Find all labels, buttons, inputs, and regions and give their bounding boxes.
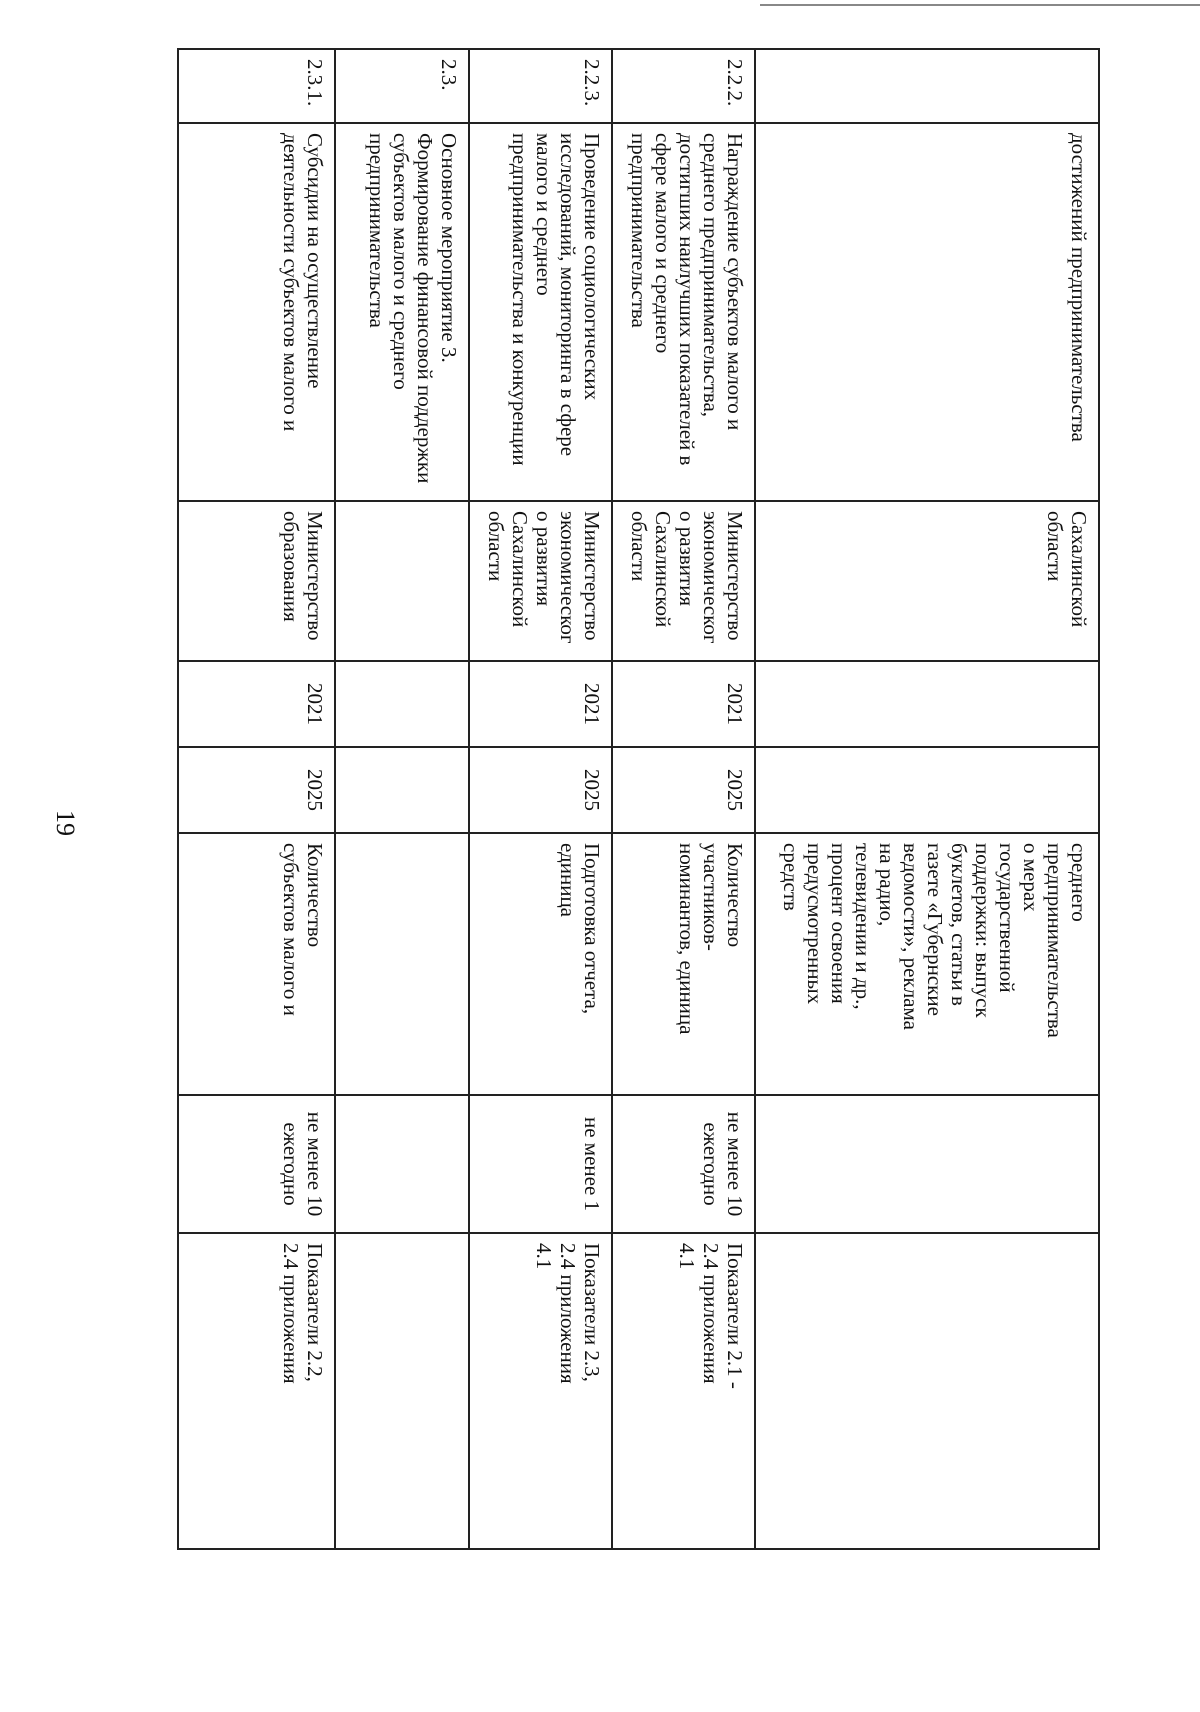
start-year-cell (469, 661, 612, 747)
responsible-executor-cell (178, 501, 335, 661)
responsible-executor-cell-text: Министерство экономическог о развития Сахалинской области (627, 511, 747, 644)
linked-indicators-cell-text: Показатели 2.1 - 2.4 приложения 4.1 (675, 1243, 747, 1389)
linked-indicators-cell (178, 1233, 335, 1549)
page-number: 19 (51, 810, 80, 836)
scan-edge-line (760, 4, 1200, 6)
row-number-cell-text: 2.2.2. (723, 59, 747, 107)
indicator-cell (612, 833, 755, 1095)
event-name-cell-text: Основное мероприятие 3. Формирование финансовой поддержки субъектов малого и среднего предпринимательства (365, 133, 461, 484)
row-number-cell (178, 49, 335, 123)
target-value-cell (469, 1095, 612, 1233)
row-number-cell (612, 49, 755, 123)
target-value-cell (755, 1095, 1099, 1233)
event-name-cell-text: Награждение субъектов малого и среднего предпринимательства, достигших наилучших показателей в сфере малого и среднего предпринимательства (627, 133, 747, 466)
table-row (755, 49, 1099, 1549)
indicator-cell-text: Количество участников- номинантов, единица (675, 843, 747, 1035)
end-year-cell (755, 747, 1099, 833)
target-value-cell-text: не менее 10 ежегодно (699, 1111, 747, 1217)
end-year-cell (335, 747, 469, 833)
linked-indicators-cell (755, 1233, 1099, 1549)
linked-indicators-cell (335, 1233, 469, 1549)
responsible-executor-cell-text: Сахалинской области (1043, 511, 1091, 628)
responsible-executor-cell (469, 501, 612, 661)
table-row (469, 49, 612, 1549)
target-value-cell-text: не менее 1 (580, 1116, 604, 1212)
indicator-cell-text: среднего предпринимательства о мерах государственной поддержки: выпуск буклетов, статьи в газете «Губернские ведомости», реклама на радио, телевидении и др., процент освоения предусмотренных средств (779, 843, 1091, 1038)
responsible-executor-cell (612, 501, 755, 661)
start-year-cell (612, 661, 755, 747)
linked-indicators-cell (612, 1233, 755, 1549)
linked-indicators-cell (469, 1233, 612, 1549)
row-number-cell (755, 49, 1099, 123)
indicator-cell (755, 833, 1099, 1095)
event-name-cell (335, 123, 469, 501)
end-year-cell (178, 747, 335, 833)
start-year-cell-text: 2021 (580, 683, 604, 725)
row-number-cell-text: 2.3.1. (303, 59, 327, 107)
event-name-cell-text: Субсидии на осуществление деятельности субъектов малого и (279, 133, 327, 432)
event-name-cell (755, 123, 1099, 501)
end-year-cell-text: 2025 (303, 769, 327, 811)
indicator-cell-text: Подготовка отчета, единица (556, 843, 604, 1015)
start-year-cell (178, 661, 335, 747)
row-number-cell-text: 2.2.3. (580, 59, 604, 107)
start-year-cell (335, 661, 469, 747)
row-number-cell-text: 2.3. (437, 59, 461, 91)
responsible-executor-cell (755, 501, 1099, 661)
target-value-cell (178, 1095, 335, 1233)
event-name-cell (469, 123, 612, 501)
program-table-container (179, 48, 1100, 1548)
row-number-cell (469, 49, 612, 123)
target-value-cell (612, 1095, 755, 1233)
event-name-cell-text: Проведение социологических исследований, мониторинга в сфере малого и среднего предпринимательства и конкуренции (508, 133, 604, 466)
program-activities-table (177, 48, 1100, 1550)
indicator-cell (469, 833, 612, 1095)
row-number-cell (335, 49, 469, 123)
end-year-cell-text: 2025 (580, 769, 604, 811)
end-year-cell (469, 747, 612, 833)
start-year-cell (755, 661, 1099, 747)
table-body (178, 49, 1099, 1549)
start-year-cell-text: 2021 (723, 683, 747, 725)
indicator-cell (335, 833, 469, 1095)
table-row (335, 49, 469, 1549)
event-name-cell-text: достижений предпринимательства (1067, 133, 1091, 442)
responsible-executor-cell (335, 501, 469, 661)
end-year-cell-text: 2025 (723, 769, 747, 811)
target-value-cell (335, 1095, 469, 1233)
linked-indicators-cell-text: Показатели 2.3, 2.4 приложения 4.1 (532, 1243, 604, 1384)
event-name-cell (178, 123, 335, 501)
indicator-cell-text: Количество субъектов малого и (279, 843, 327, 1016)
start-year-cell-text: 2021 (303, 683, 327, 725)
indicator-cell (178, 833, 335, 1095)
event-name-cell (612, 123, 755, 501)
responsible-executor-cell-text: Министерство образования (279, 511, 327, 641)
table-row (178, 49, 335, 1549)
end-year-cell (612, 747, 755, 833)
linked-indicators-cell-text: Показатели 2.2, 2.4 приложения (279, 1243, 327, 1384)
responsible-executor-cell-text: Министерство экономическог о развития Сахалинской области (484, 511, 604, 644)
target-value-cell-text: не менее 10 ежегодно (279, 1111, 327, 1217)
table-row (612, 49, 755, 1549)
